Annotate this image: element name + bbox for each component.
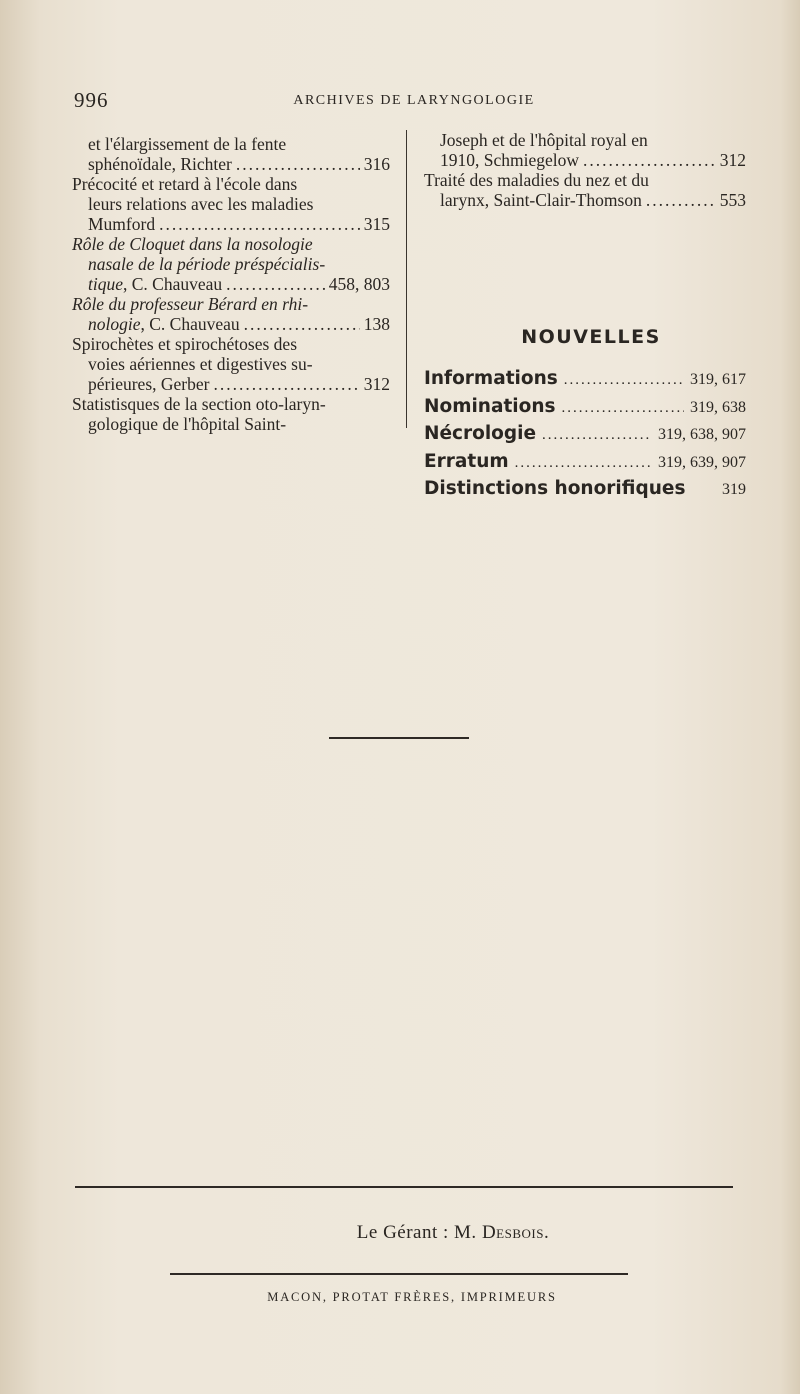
entry-line <box>72 274 390 294</box>
entry-text: 1910, Schmiegelow <box>440 150 580 170</box>
news-pages: 319 <box>722 481 746 498</box>
leader-dots <box>542 427 652 444</box>
left-column <box>72 134 390 434</box>
entry-line: Traité des maladies du nez et du <box>424 170 649 190</box>
entry-text: périeures, Gerber <box>88 374 210 394</box>
entry-text <box>88 314 240 334</box>
entry-line: gologique de l'hôpital Saint- <box>88 414 287 434</box>
index-entry <box>72 234 390 294</box>
entry-line: voies aériennes et digestives su- <box>88 354 313 374</box>
news-item <box>424 423 746 451</box>
page-number: 996 <box>74 88 109 112</box>
leader-dots <box>213 374 359 394</box>
printer-imprint: MACON, PROTAT FRÈRES, IMPRIMEURS <box>267 1290 557 1304</box>
news-label: Informations <box>424 368 558 389</box>
leader-dots <box>564 372 684 389</box>
index-entry <box>72 394 390 434</box>
separator-rule <box>75 1186 733 1188</box>
news-label: Nécrologie <box>424 423 537 444</box>
leader-dots <box>236 154 360 174</box>
leader-dots <box>159 214 360 234</box>
entry-page: 458, 803 <box>328 274 390 294</box>
entry-line: leurs relations avec les maladies <box>88 194 314 214</box>
news-item <box>424 368 746 396</box>
manager-prefix: Le Gérant : M. <box>356 1222 482 1243</box>
leader-dots <box>226 274 325 294</box>
leader-dots <box>646 190 716 210</box>
index-entry <box>72 334 390 394</box>
entry-line <box>424 150 746 170</box>
entry-line: et l'élargissement de la fente <box>88 134 287 154</box>
news-label: Distinctions honorifiques <box>424 478 686 499</box>
news-item <box>424 396 746 424</box>
leader-dots <box>515 455 652 472</box>
section-title-nouvelles: NOUVELLES <box>521 326 661 348</box>
entry-page: 138 <box>363 314 390 334</box>
right-column <box>424 130 746 506</box>
entry-title-italic: nasale de la période préspécialis- <box>88 254 326 274</box>
leader-dots <box>244 314 360 334</box>
separator-rule <box>170 1273 628 1275</box>
entry-title-italic: Rôle de Cloquet dans la nosologie <box>72 234 313 254</box>
entry-author: , C. Chauveau <box>140 314 240 334</box>
news-pages: 319, 617 <box>690 371 746 388</box>
news-list <box>424 368 746 506</box>
entry-line <box>72 234 390 254</box>
news-pages: 319, 638, 907 <box>658 426 746 443</box>
index-entry <box>72 134 390 174</box>
entry-page: 312 <box>363 374 390 394</box>
manager-name: Desbois. <box>481 1222 550 1243</box>
entry-line <box>424 190 746 210</box>
entry-line <box>72 254 390 274</box>
entry-page: 316 <box>363 154 390 174</box>
entry-page: 315 <box>363 214 390 234</box>
column-divider <box>406 130 407 428</box>
entry-line <box>72 214 390 234</box>
entry-text: Mumford <box>88 214 156 234</box>
manager-signature <box>0 1222 800 1244</box>
entry-text: larynx, Saint-Clair-Thomson <box>440 190 642 210</box>
entry-title-italic: tique <box>88 274 123 294</box>
entry-line: Spirochètes et spirochétoses des <box>72 334 298 354</box>
entry-line <box>72 314 390 334</box>
news-pages: 319, 638 <box>690 398 746 416</box>
entry-text: sphénoïdale, Richter <box>88 154 232 174</box>
news-item <box>424 478 746 506</box>
entry-line: Statistisques de la section oto-laryn- <box>72 394 326 414</box>
entry-text <box>88 274 222 294</box>
entry-title-italic: Rôle du professeur Bérard en rhi- <box>72 294 309 314</box>
page-header <box>74 88 754 118</box>
news-item <box>424 451 746 479</box>
index-entry <box>72 294 390 334</box>
entry-line: Précocité et retard à l'école dans <box>72 174 298 194</box>
news-label: Erratum <box>424 450 509 472</box>
running-title: ARCHIVES DE LARYNGOLOGIE <box>293 93 535 108</box>
entry-page: 553 <box>719 190 746 210</box>
entry-title-italic: nologie <box>88 314 141 334</box>
news-pages: 319, 639, 907 <box>658 453 746 471</box>
leader-dots <box>562 400 684 417</box>
index-entry <box>424 170 746 210</box>
entry-line <box>72 154 390 174</box>
entry-author: , C. Chauveau <box>123 274 223 294</box>
entry-line <box>72 294 390 314</box>
separator-rule <box>329 737 469 739</box>
index-entry <box>72 174 390 234</box>
entry-line <box>72 374 390 394</box>
news-label: Nominations <box>424 395 556 417</box>
leader-dots <box>583 150 716 170</box>
entry-line: Joseph et de l'hôpital royal en <box>440 130 648 150</box>
index-entry <box>424 130 746 170</box>
entry-page: 312 <box>719 150 746 170</box>
